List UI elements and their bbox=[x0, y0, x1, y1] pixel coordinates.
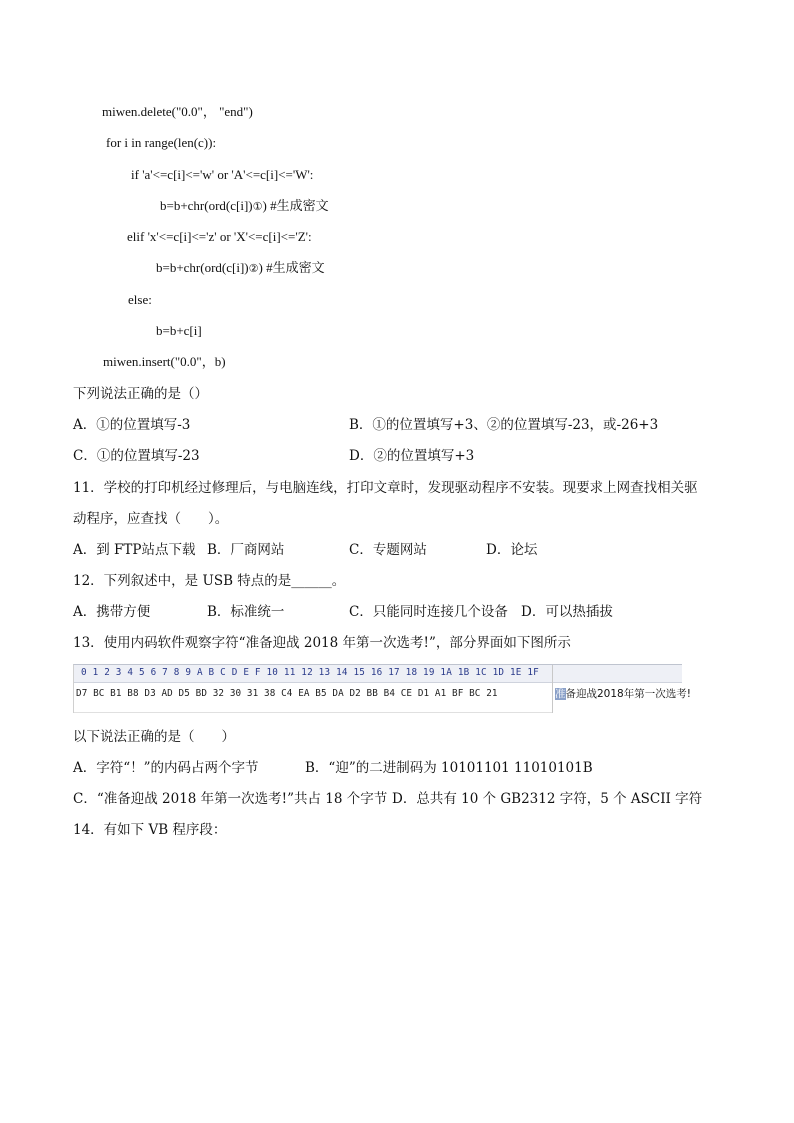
code-line-if: if 'a'<=c[i]<='w' or 'A'<=c[i]<='W': bbox=[131, 167, 314, 182]
q13-option-d: D．总共有 10 个 GB2312 字符，5 个 ASCII 字符 bbox=[392, 791, 703, 807]
q10-option-a: A．①的位置填写-3 bbox=[73, 417, 191, 433]
hex-text-preview bbox=[555, 686, 691, 701]
blank-2-marker: ② bbox=[248, 262, 259, 275]
code-line-else: else: bbox=[128, 292, 152, 307]
hex-separator bbox=[552, 665, 553, 713]
code-line-b1 bbox=[160, 197, 329, 216]
code-line-elif: elif 'x'<=c[i]<='z' or 'X'<=c[i]<='Z': bbox=[127, 229, 312, 244]
q10-option-b: B．①的位置填写+3、②的位置填写-23，或-26+3 bbox=[349, 417, 659, 433]
code-line-for: for i in range(len(c)): bbox=[106, 135, 217, 150]
hex-text-header bbox=[553, 665, 682, 683]
q11-option-d: D．论坛 bbox=[486, 542, 538, 558]
hex-text-selected-char: 准 bbox=[555, 688, 566, 700]
q13-option-a: A．字符“！”的内码占两个字节 bbox=[73, 760, 259, 776]
hex-column-labels: 0 1 2 3 4 5 6 7 8 9 A B C D E F 10 11 12 13 14 15 16 17 18 19 1A 1B 1C 1D 1E 1F bbox=[81, 667, 539, 678]
hex-divider bbox=[74, 712, 552, 713]
q10-option-c: C．①的位置填写-23 bbox=[73, 448, 200, 464]
code-line-b2 bbox=[156, 259, 325, 278]
q11-stem-line1: 11．学校的打印机经过修理后，与电脑连线，打印文章时，发现驱动程序不安装。现要求上网查找相关驱 bbox=[73, 480, 698, 496]
code-line-insert: miwen.insert("0.0"，b) bbox=[103, 354, 226, 369]
hex-viewer-figure bbox=[73, 664, 691, 713]
q13-option-b: B．“迎”的二进制码为 10101101 11010101B bbox=[305, 760, 593, 776]
q12-option-c: C．只能同时连接几个设备 bbox=[349, 604, 508, 620]
q11-option-b: B．厂商网站 bbox=[207, 542, 285, 558]
q14-stem: 14．有如下 VB 程序段： bbox=[73, 822, 227, 838]
hex-byte-values: D7 BC B1 B8 D3 AD D5 BD 32 30 31 38 C4 EA B5 DA D2 BB B4 CE D1 A1 BF BC 21 bbox=[76, 688, 498, 699]
q10-option-d: D．②的位置填写+3 bbox=[349, 448, 475, 464]
q13-stem: 13．使用内码软件观察字符“准备迎战 2018 年第一次选考!”，部分界面如下图所示 bbox=[73, 635, 571, 651]
code-line-b3: b=b+c[i] bbox=[156, 323, 202, 338]
q10-stem: 下列说法正确的是（） bbox=[73, 386, 208, 402]
q13-option-c: C．“准备迎战 2018 年第一次选考!”共占 18 个字节 bbox=[73, 791, 388, 807]
code-b1-start: b=b+chr(ord(c[i]) bbox=[160, 198, 253, 213]
blank-1-marker: ① bbox=[252, 200, 263, 213]
q12-option-d: D．可以热插拔 bbox=[521, 604, 613, 620]
code-b1-end: ) #生成密文 bbox=[262, 198, 329, 213]
q13-stem-2: 以下说法正确的是（ ） bbox=[73, 729, 235, 745]
code-line-delete: miwen.delete("0.0"， "end") bbox=[102, 104, 253, 119]
q12-option-b: B．标准统一 bbox=[207, 604, 285, 620]
q12-option-a: A．携带方便 bbox=[73, 604, 151, 620]
q11-option-c: C．专题网站 bbox=[349, 542, 427, 558]
q12-stem: 12．下列叙述中，是 USB 特点的是______。 bbox=[73, 573, 346, 589]
code-b2-end: ) #生成密文 bbox=[258, 260, 325, 275]
code-b2-start: b=b+chr(ord(c[i]) bbox=[156, 260, 249, 275]
q11-option-a: A．到 FTP站点下载 bbox=[73, 542, 196, 558]
q11-stem-line2: 动程序，应查找（ ）。 bbox=[73, 511, 229, 527]
hex-text-rest: 备迎战2018年第一次选考! bbox=[565, 688, 691, 700]
